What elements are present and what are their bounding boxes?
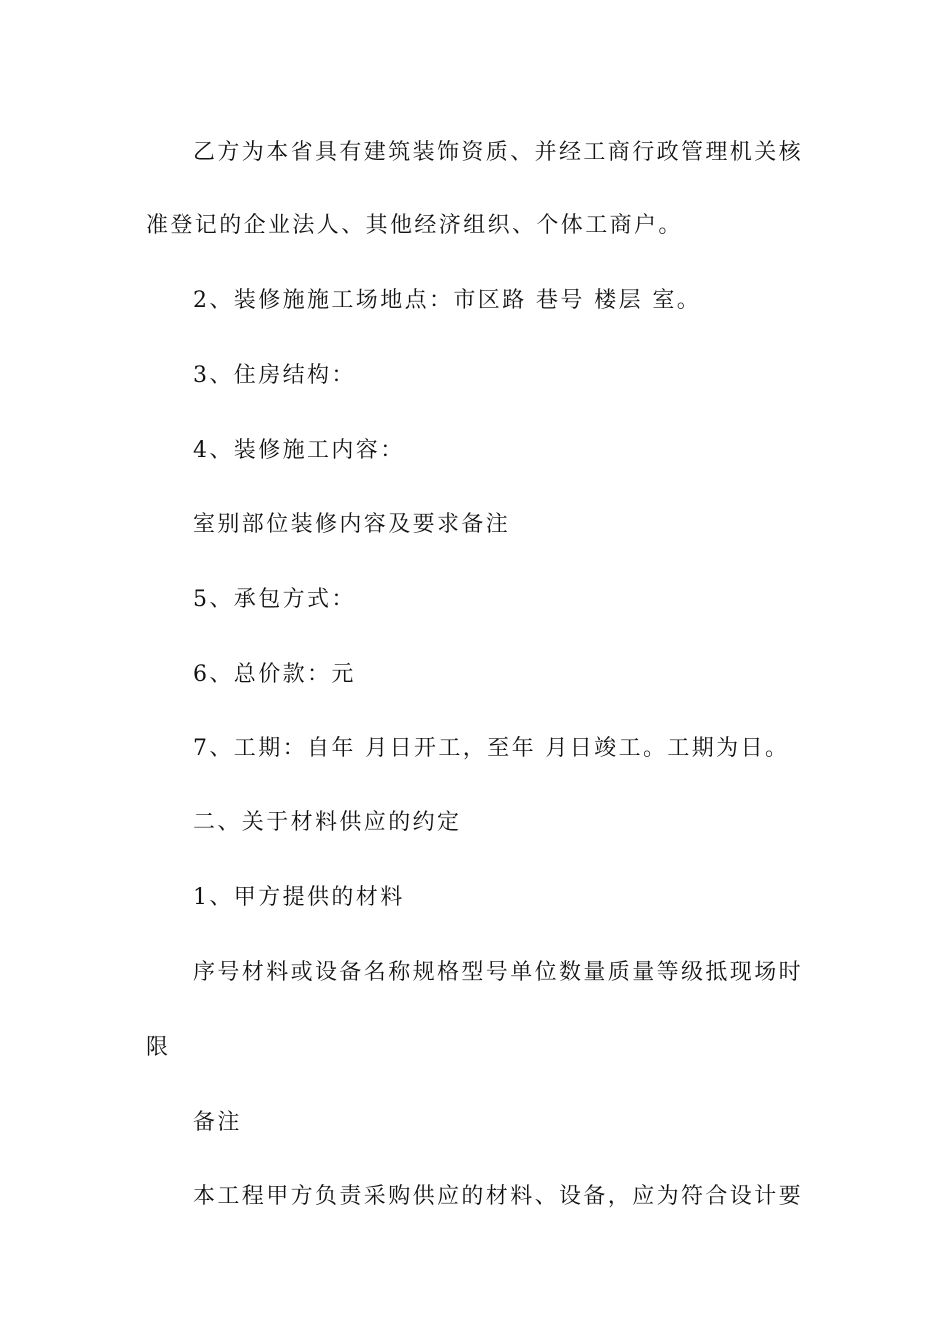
paragraph-line: 序号材料或设备名称规格型号单位数量质量等级抵现场时 (193, 960, 804, 985)
paragraph-line: 本工程甲方负责采购供应的材料、设备，应为符合设计要 (193, 1184, 804, 1209)
paragraph-line: 备注 (193, 1110, 242, 1135)
paragraph-line: 3、住房结构： (193, 363, 356, 388)
section-heading: 二、关于材料供应的约定 (193, 810, 462, 835)
paragraph-line: 7、工期：自年 月日开工，至年 月日竣工。工期为日。 (193, 736, 790, 761)
paragraph-line: 室别部位装修内容及要求备注 (193, 512, 511, 537)
paragraph-line: 限 (146, 1035, 171, 1060)
paragraph-line: 1、甲方提供的材料 (193, 885, 405, 910)
paragraph-line: 4、装修施工内容： (193, 438, 405, 463)
paragraph-line: 准登记的企业法人、其他经济组织、个体工商户。 (146, 213, 683, 238)
paragraph-line: 乙方为本省具有建筑装饰资质、并经工商行政管理机关核 (193, 140, 804, 165)
paragraph-line: 6、总价款：元 (193, 662, 356, 687)
paragraph-line: 5、承包方式： (193, 587, 356, 612)
paragraph-line: 2、装修施施工场地点：市区路 巷号 楼层 室。 (193, 288, 702, 313)
